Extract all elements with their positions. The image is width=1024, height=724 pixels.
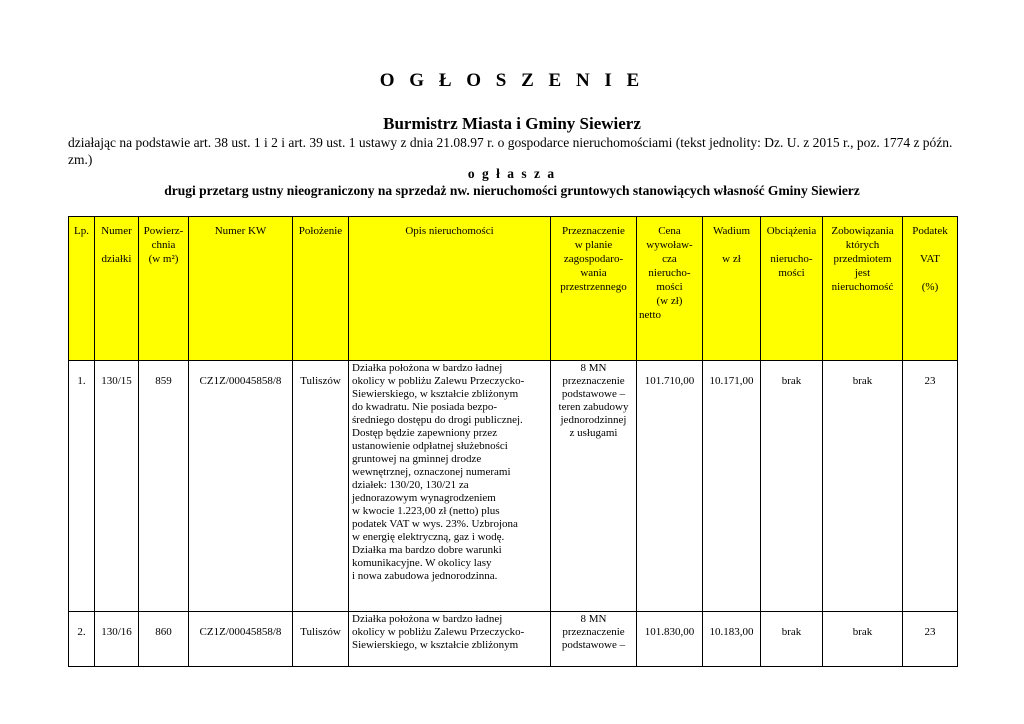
cell-numer: 130/15 — [95, 361, 139, 612]
cell-przeznaczenie: 8 MN przeznaczenie podstawowe – teren zabudowy jednorodzinnej z usługami — [551, 361, 637, 612]
header-polozenie: Położenie — [293, 217, 349, 361]
cell-polozenie: Tuliszów — [293, 612, 349, 667]
header-lp: Lp. — [69, 217, 95, 361]
cell-cena: 101.830,00 — [637, 612, 703, 667]
cell-wadium: 10.171,00 — [703, 361, 761, 612]
header-zobowiazania: Zobowiązania których przedmiotem jest nieruchomość — [823, 217, 903, 361]
table-row — [69, 612, 958, 667]
cell-opis: Działka położona w bardzo ładnej okolicy w pobliżu Zalewu Przeczycko- Siewierskiego, w kształcie zbliżonym do kwadratu. Nie posiada bezpo- średniego dostępu do drogi publicznej. Dostęp będzie zapewniony przez ustanowienie odpłatnej służebności gruntowej na gminnej drodze wewnętrznej, oznaczonej numerami działek: 130/20, 130/21 za jednorazowym wynagrodzeniem w kwocie 1.223,00 zł (netto) plus podatek VAT w wys. 23%. Uzbrojona w energię elektryczną, gaz i wodę. Działka ma bardzo dobre warunki komunikacyjne. W okolicy lasy i nowa zabudowa jednorodzinna. — [349, 361, 551, 612]
page-title: O G Ł O S Z E N I E — [379, 70, 645, 91]
cell-zobowiazania: brak — [823, 361, 903, 612]
cell-obciazenia: brak — [761, 612, 823, 667]
table-header-row — [69, 217, 958, 361]
cell-wadium: 10.183,00 — [703, 612, 761, 667]
header-powierzchnia: Powierz- chnia (w m²) — [139, 217, 189, 361]
header-obciazenia: Obciążenia nierucho- mości — [761, 217, 823, 361]
cell-lp: 1. — [69, 361, 95, 612]
cell-cena: 101.710,00 — [637, 361, 703, 612]
table-row — [69, 361, 958, 612]
announces-heading: o g ł a s z a — [467, 166, 557, 181]
property-table — [68, 216, 958, 667]
cell-powierzchnia: 859 — [139, 361, 189, 612]
cell-przeznaczenie: 8 MN przeznaczenie podstawowe – — [551, 612, 637, 667]
cell-kw: CZ1Z/00045858/8 — [189, 612, 293, 667]
cell-podatek: 23 — [903, 361, 958, 612]
legal-basis-paragraph: działając na podstawie art. 38 ust. 1 i 2 i art. 39 ust. 1 ustawy z dnia 21.08.97 r. o gospodarce nieruchomościami (tekst jednolity: Dz. U. z 2015 r., poz. 1774 z późn. zm.) — [68, 135, 953, 167]
header-wadium: Wadium w zł — [703, 217, 761, 361]
header-numer: Numer działki — [95, 217, 139, 361]
cell-lp: 2. — [69, 612, 95, 667]
cell-obciazenia: brak — [761, 361, 823, 612]
header-podatek: Podatek VAT (%) — [903, 217, 958, 361]
header-opis: Opis nieruchomości — [349, 217, 551, 361]
cell-opis: Działka położona w bardzo ładnej okolicy w pobliżu Zalewu Przeczycko- Siewierskiego, w kształcie zbliżonym — [349, 612, 551, 667]
cell-polozenie: Tuliszów — [293, 361, 349, 612]
cell-numer: 130/16 — [95, 612, 139, 667]
cell-powierzchnia: 860 — [139, 612, 189, 667]
header-cena: Cena wywoław- cza nierucho- mości (w zł) netto — [637, 217, 703, 361]
cell-zobowiazania: brak — [823, 612, 903, 667]
tender-subject-heading: drugi przetarg ustny nieograniczony na sprzedaż nw. nieruchomości gruntowych stanowiących własność Gminy Siewierz — [164, 183, 860, 198]
issuer-heading: Burmistrz Miasta i Gminy Siewierz — [383, 114, 641, 133]
cell-kw: CZ1Z/00045858/8 — [189, 361, 293, 612]
header-kw: Numer KW — [189, 217, 293, 361]
cell-podatek: 23 — [903, 612, 958, 667]
header-przeznaczenie: Przeznaczenie w planie zagospodaro- wania przestrzennego — [551, 217, 637, 361]
